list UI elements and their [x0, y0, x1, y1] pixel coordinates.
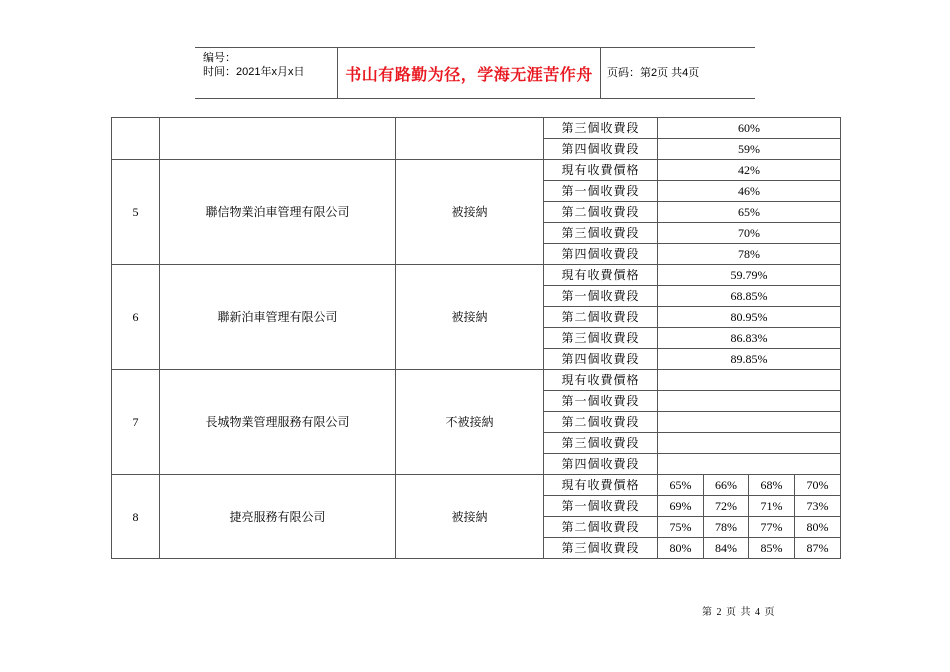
fee-period-label: 第四個收費段	[544, 139, 658, 160]
percentage-value: 78%	[658, 244, 841, 265]
percentage-value: 60%	[658, 118, 841, 139]
fee-period-label: 第二個收費段	[544, 202, 658, 223]
bid-status: 被接納	[396, 160, 544, 265]
percentage-value: 77%	[749, 517, 795, 538]
fee-period-label: 第一個收費段	[544, 286, 658, 307]
fee-period-label: 第三個收費段	[544, 118, 658, 139]
percentage-value: 68.85%	[658, 286, 841, 307]
fee-period-label: 第三個收費段	[544, 223, 658, 244]
percentage-value: 75%	[658, 517, 704, 538]
bid-table	[111, 117, 841, 559]
bid-status: 被接納	[396, 265, 544, 370]
percentage-value: 46%	[658, 181, 841, 202]
page-header	[195, 47, 755, 99]
percentage-value	[658, 412, 841, 433]
company-name	[160, 118, 396, 160]
fee-period-label: 第二個收費段	[544, 307, 658, 328]
percentage-value: 71%	[749, 496, 795, 517]
percentage-value: 59.79%	[658, 265, 841, 286]
percentage-value: 85%	[749, 538, 795, 559]
fee-period-label: 第三個收費段	[544, 538, 658, 559]
time-label: 时间：2021年x月x日	[203, 66, 305, 78]
bid-status: 被接納	[396, 475, 544, 559]
row-number: 5	[112, 160, 160, 265]
percentage-value: 80%	[658, 538, 704, 559]
row-number: 8	[112, 475, 160, 559]
percentage-value	[658, 370, 841, 391]
percentage-value: 73%	[795, 496, 841, 517]
percentage-value: 86.83%	[658, 328, 841, 349]
code-label: 编号：	[203, 52, 236, 64]
percentage-value: 59%	[658, 139, 841, 160]
page-info: 页码：第2页 共4页	[607, 66, 700, 79]
table-row	[112, 118, 841, 139]
percentage-value: 68%	[749, 475, 795, 496]
percentage-value: 89.85%	[658, 349, 841, 370]
company-name: 聯信物業泊車管理有限公司	[160, 160, 396, 265]
company-name: 聯新泊車管理有限公司	[160, 265, 396, 370]
page-footer: 第 2 页 共 4 页	[702, 607, 776, 618]
fee-period-label: 第三個收費段	[544, 433, 658, 454]
bid-status	[396, 118, 544, 160]
company-name: 捷亮服務有限公司	[160, 475, 396, 559]
table-row	[112, 370, 841, 391]
fee-period-label: 第四個收費段	[544, 244, 658, 265]
motto: 书山有路勤为径，学海无涯苦作舟	[345, 66, 593, 84]
percentage-value: 69%	[658, 496, 704, 517]
row-number: 7	[112, 370, 160, 475]
row-number	[112, 118, 160, 160]
percentage-value: 80.95%	[658, 307, 841, 328]
percentage-value: 84%	[704, 538, 749, 559]
fee-period-label: 第三個收費段	[544, 328, 658, 349]
table-row	[112, 160, 841, 181]
header-page-cell	[601, 48, 755, 98]
percentage-value: 70%	[795, 475, 841, 496]
percentage-value	[658, 454, 841, 475]
percentage-value: 70%	[658, 223, 841, 244]
bid-status: 不被接納	[396, 370, 544, 475]
percentage-value	[658, 433, 841, 454]
fee-period-label: 第四個收費段	[544, 454, 658, 475]
fee-period-label: 第二個收費段	[544, 412, 658, 433]
fee-period-label: 現有收費價格	[544, 370, 658, 391]
row-number: 6	[112, 265, 160, 370]
percentage-value	[658, 391, 841, 412]
percentage-value: 72%	[704, 496, 749, 517]
table-row	[112, 265, 841, 286]
percentage-value: 78%	[704, 517, 749, 538]
fee-period-label: 第四個收費段	[544, 349, 658, 370]
percentage-value: 87%	[795, 538, 841, 559]
fee-period-label: 第一個收費段	[544, 391, 658, 412]
percentage-value: 65%	[658, 475, 704, 496]
percentage-value: 80%	[795, 517, 841, 538]
fee-period-label: 第二個收費段	[544, 517, 658, 538]
fee-period-label: 現有收費價格	[544, 475, 658, 496]
fee-period-label: 第一個收費段	[544, 496, 658, 517]
fee-period-label: 現有收費價格	[544, 160, 658, 181]
fee-period-label: 第一個收費段	[544, 181, 658, 202]
percentage-value: 66%	[704, 475, 749, 496]
header-motto-cell	[338, 48, 601, 98]
fee-period-label: 現有收費價格	[544, 265, 658, 286]
percentage-value: 65%	[658, 202, 841, 223]
table-row	[112, 475, 841, 496]
company-name: 長城物業管理服務有限公司	[160, 370, 396, 475]
percentage-value: 42%	[658, 160, 841, 181]
header-meta	[195, 48, 338, 98]
